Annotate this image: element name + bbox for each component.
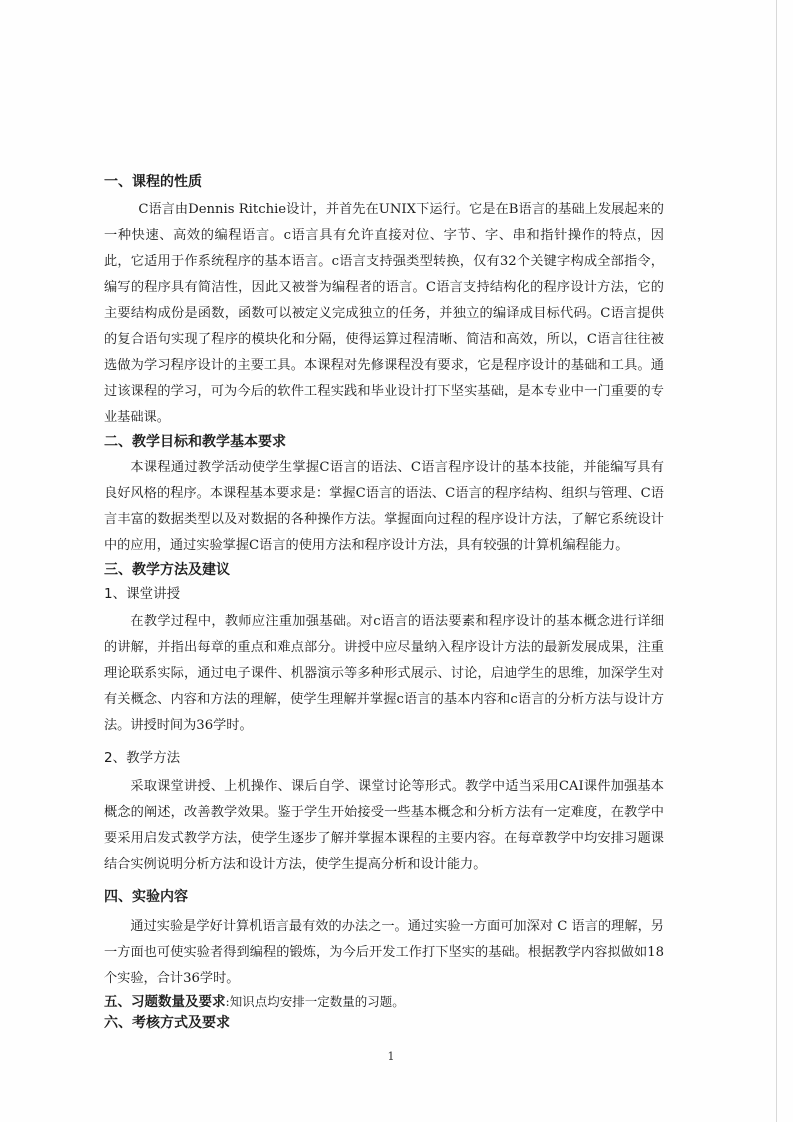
scan-edge-line [776, 0, 777, 1122]
lecture-paragraph: 在教学过程中，教师应注重加强基础。对c语言的语法要素和程序设计的基本概念进行详细的讲解，并指出每章的重点和难点部分。讲授中应尽量纳入程序设计方法的最新发展成果，注重理论联系实际，通过电子课件、机器演示等多种形式展示、讨论，启迪学生的思维，加深学生对有关概念、内容和方法的理解，使学生理解并掌握c语言的基本内容和c语言的分析方法与设计方法。讲授时间为36学时。 [104, 614, 664, 733]
page-number: 1 [387, 1050, 395, 1063]
teaching-goals-paragraph: 本课程通过教学活动使学生掌握C语言的语法、C语言程序设计的基本技能，并能编写具有良好风格的程序。本课程基本要求是：掌握C语言的语法、C语言的程序结构、组织与管理、C语言丰富的数据类型以及对数据的各种操作方法。掌握面向过程的程序设计方法，了解它系统设计中的应用，通过实验掌握C语言的使用方法和程序设计方法，具有较强的计算机编程能力。 [104, 460, 664, 553]
subsection-heading-methods: 2、教学方法 [104, 750, 181, 766]
experiments-paragraph: 通过实验是学好计算机语言最有效的办法之一。通过实验一方面可加深对 C 语言的理解，另一方面也可使实验者得到编程的锻炼，为今后开发工作打下坚实的基础。根据教学内容拟做如18个实验，合计36学时。 [104, 919, 664, 986]
section-heading-exercises: 五、习题数量及要求 [104, 994, 226, 1010]
exercise-requirements-text: :知识点均安排一定数量的习题。 [225, 994, 405, 1009]
section-heading-assessment: 六、考核方式及要求 [104, 1015, 230, 1031]
subsection-heading-lecture: 1、课堂讲授 [104, 586, 181, 602]
section-heading-course-nature: 一、课程的性质 [104, 174, 202, 190]
methods-paragraph: 采取课堂讲授、上机操作、课后自学、课堂讨论等形式。教学中适当采用CAI课件加强基本概念的阐述，改善教学效果。鉴于学生开始接受一些基本概念和分析方法有一定难度，在教学中要采用启发式教学方法，使学生逐步了解并掌握本课程的主要内容。在每章教学中均安排习题课结合实例说明分析方法和设计方法，使学生提高分析和设计能力。 [104, 779, 664, 872]
section-heading-teaching-methods: 三、教学方法及建议 [104, 562, 230, 578]
section-heading-teaching-goals: 二、教学目标和教学基本要求 [104, 434, 286, 450]
section-heading-experiments: 四、实验内容 [104, 889, 188, 905]
course-nature-paragraph: C语言由Dennis Ritchie设计，并首先在UNIX下运行。它是在B语言的基础上发展起来的一种快速、高效的编程语言。c语言具有允许直接对位、字节、字、串和指针操作的特点，因此，它适用于作系统程序的基本语言。c语言支持强类型转换，仅有32个关键字构成全部指令，编写的程序具有简洁性，因此又被誉为编程者的语言。C语言支持结构化的程序设计方法，它的主要结构成份是函数，函数可以被定义完成独立的任务，并独立的编译成目标代码。C语言提供的复合语句实现了程序的模块化和分隔，使得运算过程清晰、简洁和高效，所以，C语言往往被选做为学习程序设计的主要工具。本课程对先修课程没有要求，它是程序设计的基础和工具。通过该课程的学习，可为今后的软件工程实践和毕业设计打下坚实基础，是本专业中一门重要的专业基础课。 [104, 202, 664, 425]
document-body [104, 171, 664, 1034]
exercise-requirements-line [104, 992, 664, 1012]
